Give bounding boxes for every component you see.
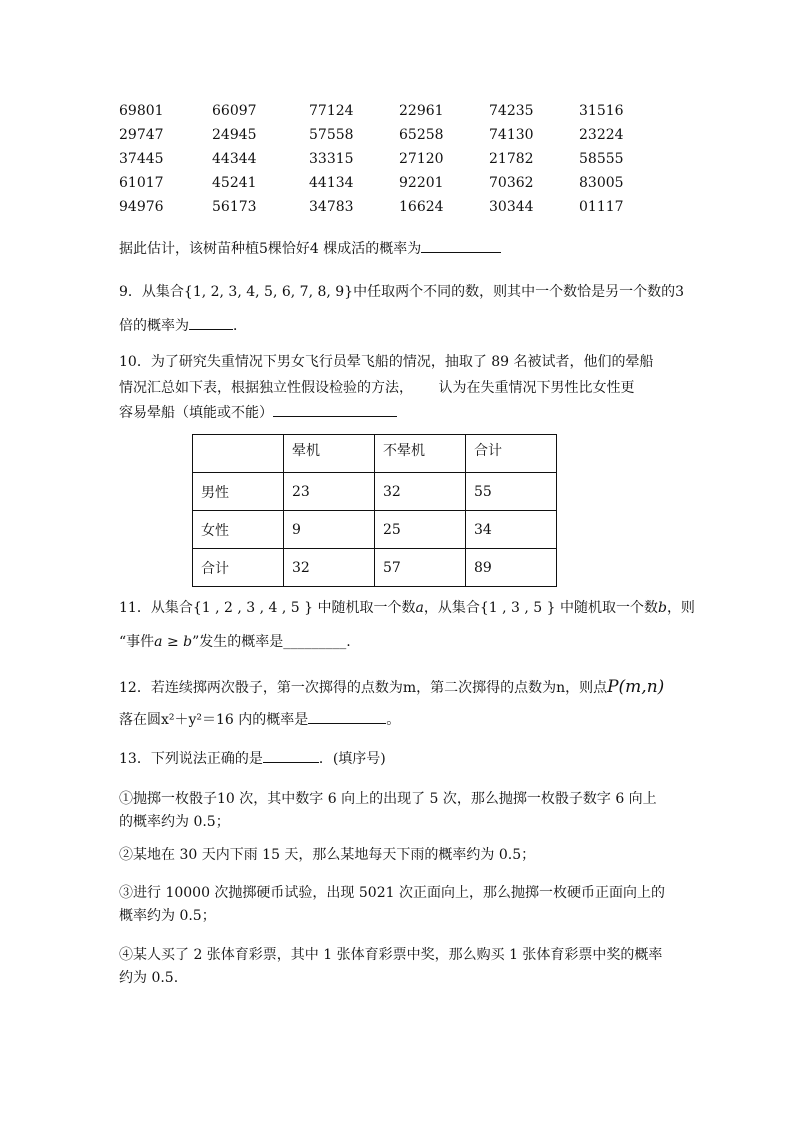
survey-row (193, 511, 557, 549)
survey-cell: 女性 (193, 511, 284, 549)
q13-line1: 13．下列说法正确的是 ．(填序号) (119, 748, 386, 769)
q11-line1: 11．从集合{1 , 2 , 3 , 4 , 5 } 中随机取一个数a，从集合{1 , 3 , 5 } 中随机取一个数b，则 (119, 600, 695, 616)
q10-line1: 10．为了研究失重情况下男女飞行员晕飞船的情况，抽取了 89 名被试者，他们的晕船 (119, 354, 654, 370)
q13-option-1-line2: 的概率约为 0.5； (119, 814, 230, 830)
survey-header-cell (193, 435, 284, 473)
random-number-row (119, 147, 639, 171)
random-number-cell: 22961 (399, 103, 444, 119)
random-number-cell: 70362 (489, 175, 534, 191)
q9-line1: 9．从集合{1, 2, 3, 4, 5, 6, 7, 8, 9}中任取两个不同的数，则其中一个数恰是另一个数的3 (119, 284, 684, 300)
random-number-cell: 77124 (309, 103, 354, 119)
survey-row (193, 549, 557, 587)
survey-header-row (193, 435, 557, 473)
random-number-cell: 01117 (579, 199, 624, 215)
random-number-cell: 21782 (489, 151, 534, 167)
survey-header-cell: 合计 (466, 435, 557, 473)
random-number-cell: 24945 (212, 127, 257, 143)
survey-cell: 25 (375, 511, 466, 549)
random-number-cell: 58555 (579, 151, 624, 167)
q8-conclusion: 据此估计，该树苗种植5棵恰好4 棵成活的概率为 (119, 238, 501, 259)
q9-answer-blank (189, 315, 233, 330)
random-number-cell: 56173 (212, 199, 257, 215)
seasickness-survey-table (192, 434, 557, 587)
random-number-table (119, 99, 639, 219)
q13-option-3-line2: 概率约为 0.5； (119, 908, 216, 924)
survey-header-cell: 晕机 (284, 435, 375, 473)
survey-header-cell: 不晕机 (375, 435, 466, 473)
random-number-row (119, 195, 639, 219)
random-number-cell: 27120 (399, 151, 444, 167)
random-number-cell: 37445 (119, 151, 164, 167)
q13-option-4-line2: 约为 0.5. (119, 970, 179, 986)
random-number-cell: 30344 (489, 199, 534, 215)
random-number-cell: 33315 (309, 151, 354, 167)
q12-line1: 12．若连续掷两次骰子，第一次掷得的点数为m，第二次掷得的点数为n，则点P(m,n) (119, 677, 665, 697)
q12-answer-blank (308, 709, 386, 724)
random-number-cell: 16624 (399, 199, 444, 215)
survey-cell: 男性 (193, 473, 284, 511)
random-number-cell: 92201 (399, 175, 444, 191)
survey-cell: 23 (284, 473, 375, 511)
random-number-cell: 83005 (579, 175, 624, 191)
random-number-cell: 34783 (309, 199, 354, 215)
random-number-cell: 31516 (579, 103, 624, 119)
random-number-cell: 69801 (119, 103, 164, 119)
survey-cell: 合计 (193, 549, 284, 587)
q13-answer-blank (263, 748, 319, 763)
survey-row (193, 473, 557, 511)
random-number-cell: 45241 (212, 175, 257, 191)
q10-line3: 容易晕船（填能或不能） (119, 402, 397, 423)
random-number-cell: 74235 (489, 103, 534, 119)
survey-cell: 55 (466, 473, 557, 511)
random-number-cell: 29747 (119, 127, 164, 143)
random-number-row (119, 123, 639, 147)
q8-answer-blank (421, 238, 501, 253)
survey-cell: 9 (284, 511, 375, 549)
survey-cell: 32 (284, 549, 375, 587)
random-number-cell: 74130 (489, 127, 534, 143)
q13-option-3-line1: ③进行 10000 次抛掷硬币试验，出现 5021 次正面向上，那么抛掷一枚硬币正面向上的 (119, 885, 665, 901)
q13-option-1-line1: ①抛掷一枚骰子10 次，其中数字 6 向上的出现了 5 次，那么抛掷一枚骰子数字 6 向上 (119, 791, 657, 807)
random-number-cell: 44134 (309, 175, 354, 191)
random-number-row (119, 99, 639, 123)
random-number-cell: 94976 (119, 199, 164, 215)
survey-cell: 34 (466, 511, 557, 549)
q10-answer-blank (273, 402, 397, 417)
random-number-cell: 44344 (212, 151, 257, 167)
q13-option-4-line1: ④某人买了 2 张体育彩票，其中 1 张体育彩票中奖，那么购买 1 张体育彩票中奖的概率 (119, 947, 663, 963)
survey-cell: 57 (375, 549, 466, 587)
random-number-cell: 66097 (212, 103, 257, 119)
q13-option-2: ②某地在 30 天内下雨 15 天，那么某地每天下雨的概率约为 0.5； (119, 847, 536, 863)
random-number-cell: 61017 (119, 175, 164, 191)
random-number-cell: 57558 (309, 127, 354, 143)
random-number-cell: 65258 (399, 127, 444, 143)
q11-line2: “事件a ≥ b”发生的概率是_________. (119, 634, 351, 650)
random-number-cell: 23224 (579, 127, 624, 143)
survey-cell: 32 (375, 473, 466, 511)
survey-cell: 89 (466, 549, 557, 587)
q9-line2: 倍的概率为 ． (119, 315, 247, 336)
random-number-row (119, 171, 639, 195)
q10-line2: 情况汇总如下表，根据独立性假设检验的方法， 认为在失重情况下男性比女性更 (119, 380, 635, 396)
q12-line2: 落在圆x²＋y²＝16 内的概率是 。 (119, 709, 400, 730)
